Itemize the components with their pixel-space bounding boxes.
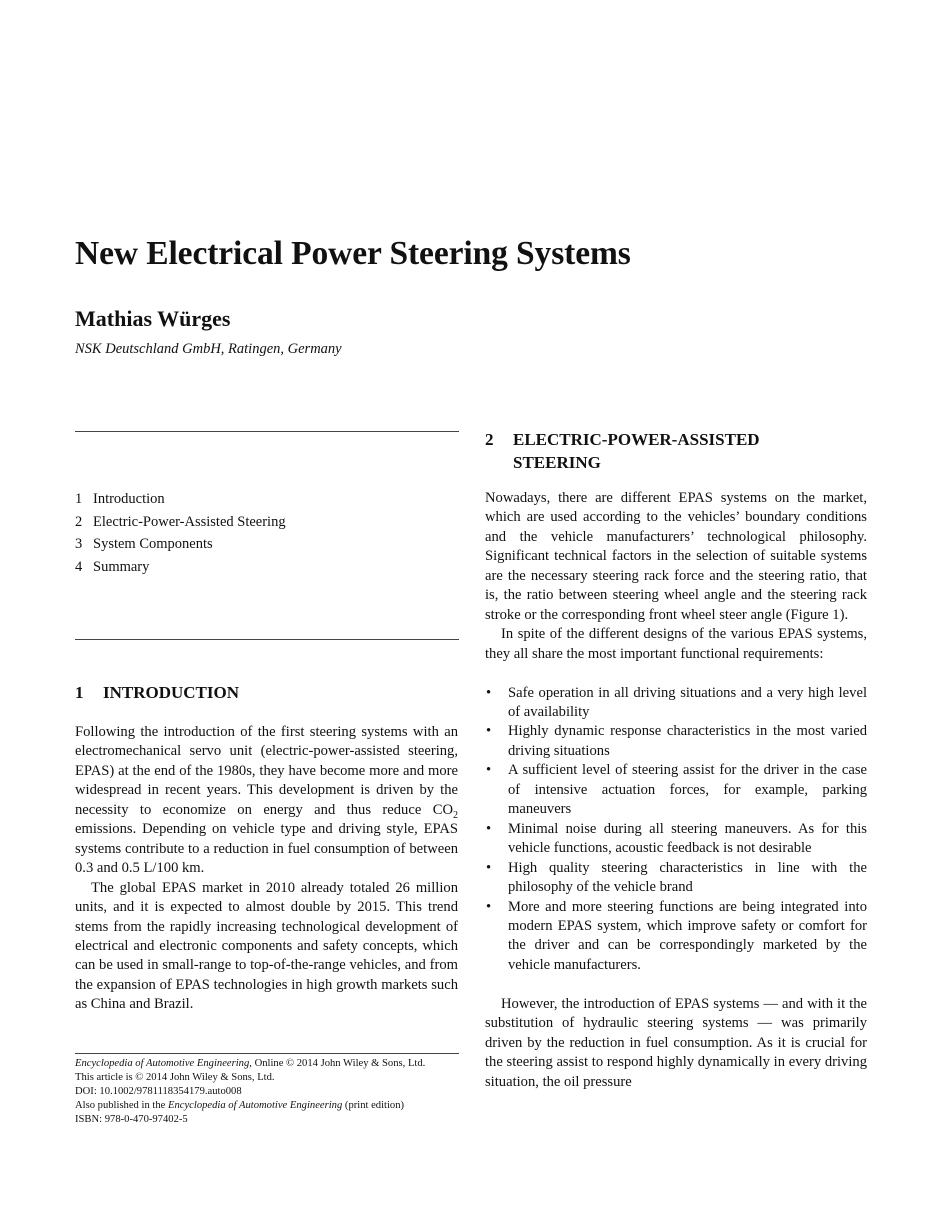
table-of-contents	[75, 488, 286, 578]
toc-item[interactable]: 3 System Components	[75, 536, 213, 553]
toc-top-rule	[75, 431, 459, 432]
eps-paragraph-2: In spite of the different designs of the various EPAS systems, they all share the most important functional requirements:	[485, 626, 867, 662]
section-1-body	[75, 723, 458, 1015]
list-item: • High quality steering characteristics in line with the philosophy of the vehicle brand	[486, 859, 867, 896]
author-name: Mathias Würges	[75, 306, 231, 331]
list-item: • More and more steering functions are being integrated into modern EPAS system, which improve safety or comfort for the driver and can be correspondingly marketed by the vehicle manufacturers.	[486, 898, 867, 973]
intro-paragraph-2: The global EPAS market in 2010 already totaled 26 million units, and it is expected to almost double by 2015. This trend stems from the rapidly increasing technological development of electrical and electronic components and safety concepts, which can be used in small-range to top-of-the-range vehicles, and from the expansion of EPAS technologies in high growth markets such as China and Brazil.	[75, 879, 458, 1013]
footer-rule	[75, 1053, 459, 1054]
eps-paragraph-1: Nowadays, there are different EPAS systems on the market, which are used according to the vehicles’ boundary conditions and the vehicle manufacturers’ technological philosophy. Significant technical factors in the selection of suitable systems are the necessary steering rack force and the steering ratio, that is, the ratio between steering wheel angle and the steering rack stroke or the corresponding front wheel steer angle (Figure 1).	[485, 490, 867, 623]
toc-item[interactable]: 1 Introduction	[75, 491, 165, 507]
toc-bottom-rule	[75, 639, 459, 640]
section-2-heading: 2 ELECTRIC-POWER-ASSISTED STEERING	[485, 430, 760, 472]
list-item: • Minimal noise during all steering maneuvers. As for this vehicle functions, acoustic feedback is not desirable	[486, 820, 867, 857]
toc-item[interactable]: 2 Electric-Power-Assisted Steering	[75, 513, 286, 530]
author-affiliation: NSK Deutschland GmbH, Ratingen, Germany	[75, 341, 342, 357]
section-1-heading: 1 INTRODUCTION	[75, 683, 240, 702]
list-item: • Highly dynamic response characteristics in the most varied driving situations	[486, 723, 867, 759]
publication-footer: Encyclopedia of Automotive Engineering, Online © 2014 John Wiley & Sons, Ltd. This article is © 2014 John Wiley & Sons, Ltd. DOI: 10.1002/9781118354179.auto008 Also published in the Encyclopedia of Automotive Engineering (print edition) ISBN: 978-0-470-97402-5	[75, 1058, 426, 1125]
article-title: New Electrical Power Steering Systems	[75, 235, 631, 272]
toc-item[interactable]: 4 Summary	[75, 558, 150, 575]
list-item: • A sufficient level of steering assist for the driver in the case of intensive actuation forces, for example, parking maneuvers	[486, 762, 867, 818]
eps-paragraph-3: However, the introduction of EPAS systems — and with it the substitution of hydraulic steering systems — was primarily driven by the reduction in fuel consumption. As it is crucial for the steering assist to respond highly dynamically in every driving situation, the oil pressure	[485, 995, 867, 1090]
list-item: • Safe operation in all driving situations and a very high level of availability	[486, 684, 867, 721]
intro-paragraph-1: Following the introduction of the first steering systems with an electromechanical servo unit (electric-power-assisted steering, EPAS) at the end of the 1980s, they have become more and more widespread in recent years. This development is driven by the necessity to economize on energy and thus reduce $CO_2$ emissions. Depending on vehicle type and driving style, EPAS systems contribute to a reduction in fuel consumption of between 0.3 and 0.5 L/100 km.	[75, 724, 458, 877]
section-2-body	[485, 489, 867, 1092]
requirements-list	[485, 684, 867, 976]
